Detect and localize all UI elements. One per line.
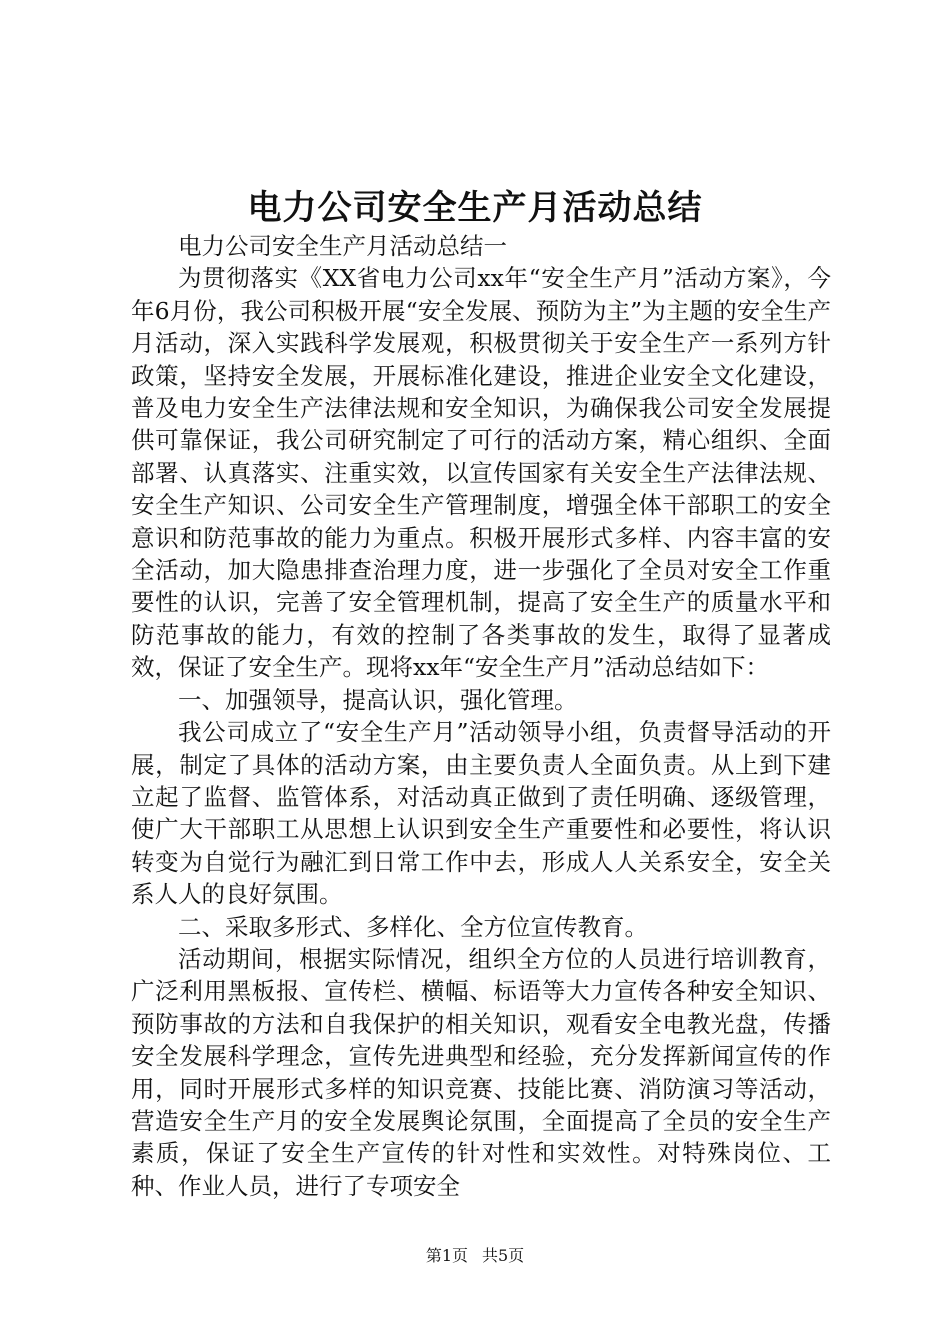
paragraph-subtitle: 电力公司安全生产月活动总结一 — [178, 232, 507, 260]
page-number-total: 共5页 — [482, 1246, 525, 1265]
page-number-current: 第1页 — [425, 1246, 468, 1265]
section-heading-2: 二、采取多形式、多样化、全方位宣传教育。 — [178, 912, 648, 941]
page-title: 电力公司安全生产月活动总结 — [247, 188, 703, 228]
section-heading-1: 一、加强领导，提高认识，强化管理。 — [178, 685, 578, 714]
page-footer — [0, 1245, 950, 1267]
paragraph-section-2: 活动期间，根据实际情况，组织全方位的人员进行培训教育，广泛利用黑板报、宣传栏、横幅、标语等大力宣传各种安全知识、预防事故的方法和自我保护的相关知识，观看安全电教光盘，传播安全发展科学理念，宣传先进典型和经验，充分发挥新闻宣传的作用，同时开展形式多样的知识竞赛、技能比赛、消防演习等活动，营造安全生产月的安全发展舆论氛围，全面提高了全员的安全生产素质，保证了安全生产宣传的针对性和实效性。对特殊岗位、工种、作业人员，进行了专项安全 — [131, 944, 831, 1200]
paragraph-intro: 为贯彻落实《XX省电力公司xx年“安全生产月”活动方案》，今年6月份，我公司积极开展“安全发展、预防为主”为主题的安全生产月活动，深入实践科学发展观，积极贯彻关于安全生产一系列方针政策，坚持安全发展，开展标准化建设，推进企业安全文化建设，普及电力安全生产法律法规和安全知识，为确保我公司安全发展提供可靠保证，我公司研究制定了可行的活动方案，精心组织、全面部署、认真落实、注重实效，以宣传国家有关安全生产法律法规、安全生产知识、公司安全生产管理制度，增强全体干部职工的安全意识和防范事故的能力为重点。积极开展形式多样、内容丰富的安全活动，加大隐患排查治理力度，进一步强化了全员对安全工作重要性的认识，完善了安全管理机制，提高了安全生产的质量水平和防范事故的能力，有效的控制了各类事故的发生，取得了显著成效，保证了安全生产。现将xx年“安全生产月”活动总结如下： — [131, 264, 831, 682]
document-body — [131, 230, 831, 1202]
paragraph-section-1: 我公司成立了“安全生产月”活动领导小组，负责督导活动的开展，制定了具体的活动方案，由主要负责人全面负责。从上到下建立起了监督、监管体系，对活动真正做到了责任明确、逐级管理，使广大干部职工从思想上认识到安全生产重要性和必要性，将认识转变为自觉行为融汇到日常工作中去，形成人人关系安全，安全关系人人的良好氛围。 — [131, 718, 831, 909]
